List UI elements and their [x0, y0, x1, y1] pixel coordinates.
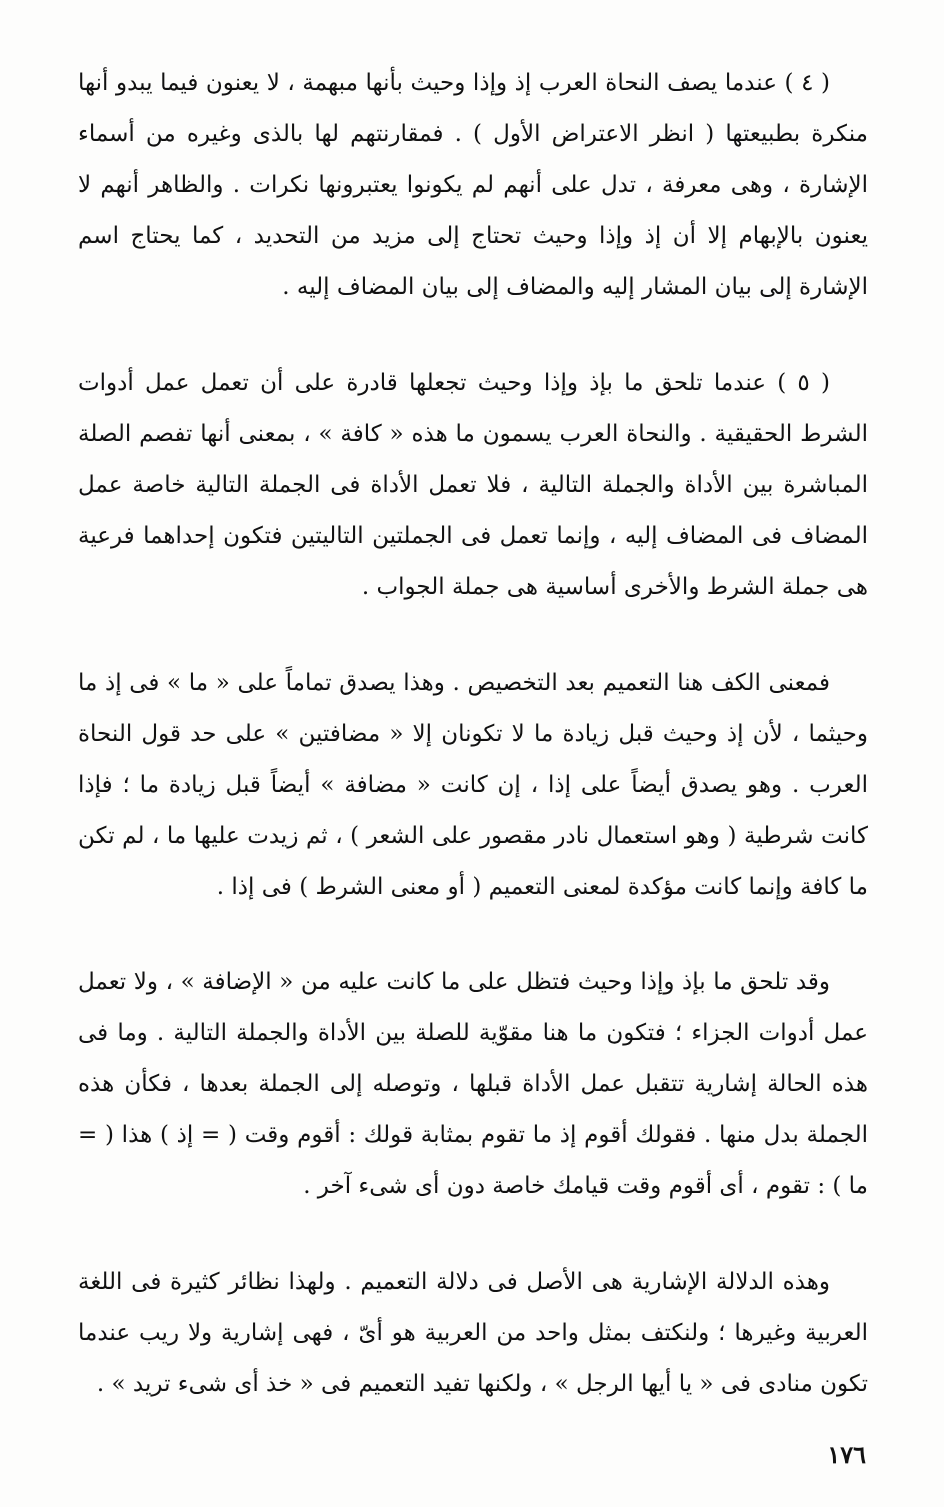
paragraph-ma-reinforcing [78, 957, 868, 1212]
paragraph-generalization [78, 658, 868, 913]
paragraph-4-note [78, 58, 868, 313]
page-number: ١٧٦ [827, 1440, 866, 1469]
paragraph-text: ( ٥ ) عندما تلحق ما بإذ وإذا وحيث تجعلها قادرة على أن تعمل عمل أدوات الشرط الحقيقية . والنحاة العرب يسمون ما هذه « كافة » ، بمعنى أنها تفصم الصلة المباشرة بين الأداة والجملة التالية ، فلا تعمل الأداة فى الجملة التالية خاصة عمل المضاف فى المضاف إليه ، وإنما تعمل فى الجملتين التاليتين فتكون إحداهما فرعية هى جملة الشرط والأخرى أساسية هى جملة الجواب . [78, 370, 868, 600]
paragraph-text: وقد تلحق ما بإذ وإذا وحيث فتظل على ما كانت عليه من « الإضافة » ، ولا تعمل عمل أدوات الجزاء ؛ فتكون ما هنا مقوّية للصلة بين الأداة والجملة التالية . وما فى هذه الحالة إشارية تتقبل عمل الأداة قبلها ، وتوصله إلى الجملة بعدها ، فكأن هذه الجملة بدل منها . فقولك أقوم إذ ما تقوم بمثابة قولك : أقوم وقت ( = إذ ) هذا ( = ما ) : تقوم ، أى أقوم وقت قيامك خاصة دون أى شىء آخر . [78, 969, 868, 1199]
paragraph-text: ( ٤ ) عندما يصف النحاة العرب إذ وإذا وحيث بأنها مبهمة ، لا يعنون فيما يبدو أنها منكرة بطبيعتها ( انظر الاعتراض الأول ) . فمقارنتهم لها بالذى وغيره من أسماء الإشارة ، وهى معرفة ، تدل على أنهم لم يكونوا يعتبرونها نكرات . والظاهر أنهم لا يعنون بالإبهام إلا أن إذ وإذا وحيث تحتاج إلى مزيد من التحديد ، كما يحتاج اسم الإشارة إلى بيان المشار إليه والمضاف إلى بيان المضاف إليه . [78, 70, 868, 300]
paragraph-demonstrative [78, 1257, 868, 1410]
paragraph-text: وهذه الدلالة الإشارية هى الأصل فى دلالة التعميم . ولهذا نظائر كثيرة فى اللغة العربية وغيرها ؛ ولنكتف بمثل واحد من العربية هو أىّ ، فهى إشارية ولا ريب عندما تكون منادى فى « يا أيها الرجل » ، ولكنها تفيد التعميم فى « خذ أى شىء تريد » . [78, 1269, 868, 1397]
paragraph-5-note [78, 358, 868, 613]
paragraph-text: فمعنى الكف هنا التعميم بعد التخصيص . وهذا يصدق تماماً على « ما » فى إذ ما وحيثما ، لأن إذ وحيث قبل زيادة ما لا تكونان إلا « مضافتين » على حد قول النحاة العرب . وهو يصدق أيضاً على إذا ، إن كانت « مضافة » أيضاً قبل زيادة ما ؛ فإذا كانت شرطية ( وهو استعمال نادر مقصور على الشعر ) ، ثم زيدت عليها ما ، لم تكن ما كافة وإنما كانت مؤكدة لمعنى التعميم ( أو معنى الشرط ) فى إذا . [78, 670, 868, 900]
